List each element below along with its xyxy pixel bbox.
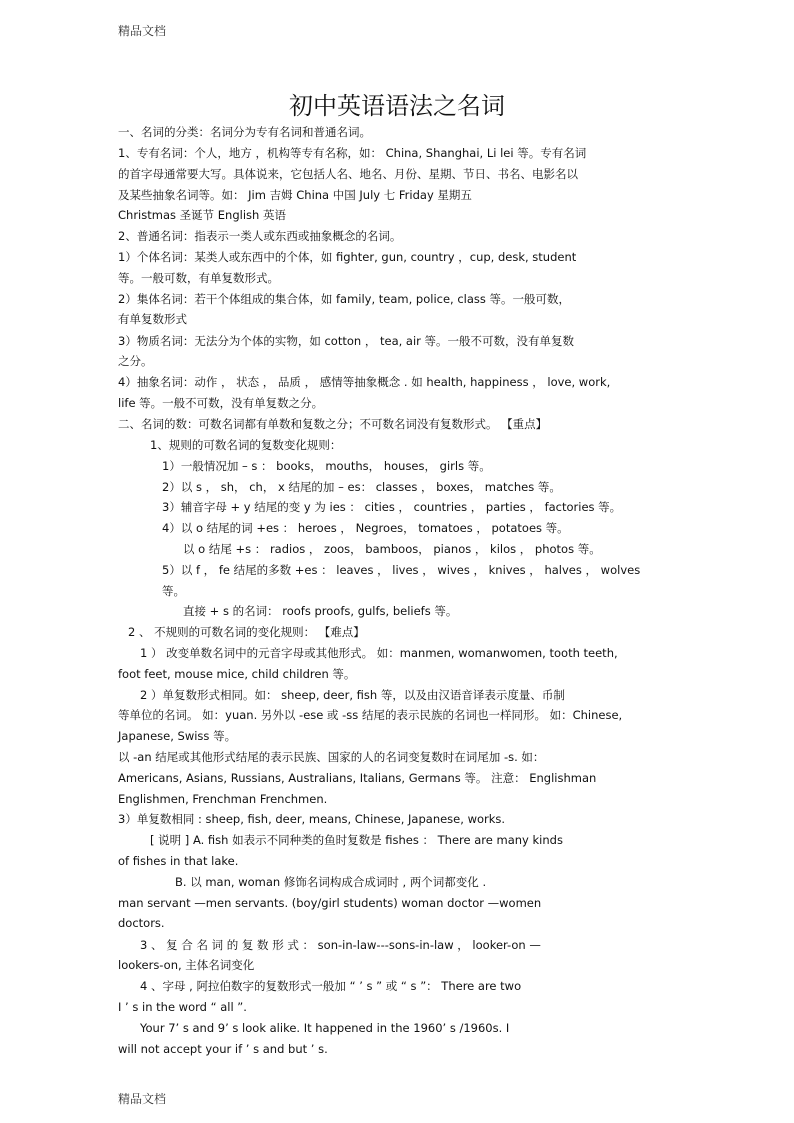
text-line: 3）单复数相同 : sheep, fish, deer, means, Chinese, Japanese, works. [118,812,506,826]
text-line: man servant —men servants. (boy/girl students) woman doctor —women [118,896,542,910]
text-line: 2）以 s ， sh， ch， x 结尾的加 – es： classes ， boxes， matches 等。 [162,480,561,494]
text-line: 直接 + s 的名词： roofs proofs, gulfs, beliefs 等。 [183,604,458,618]
text-line: 2）集体名词：若干个体组成的集合体，如 family, team, police, class 等。一般可数， [118,292,571,306]
text-line: 一、名词的分类：名词分为专有名词和普通名词。 [118,125,371,139]
text-line: 1、规则的可数名词的复数变化规则： [150,438,342,452]
text-line: Englishmen, Frenchman Frenchmen. [118,792,328,806]
text-line: 二、名词的数：可数名词都有单数和复数之分；不可数名词没有复数形式。 【重点】 [118,417,548,431]
text-line: 3 、 复 合 名 词 的 复 数 形 式 ： son-in-law---sons-in-law ， looker-on — [140,938,541,952]
text-line: 等单位的名词。 如：yuan. 另外以 -ese 或 -ss 结尾的表示民族的名词也一样同形。 如：Chinese, [118,708,623,722]
text-line: 5）以 f ， fe 结尾的多数 +es ： leaves ， lives ， wives ， knives ， halves ， wolves [162,563,641,577]
text-line: 的首字母通常要大写。具体说来，它包括人名、地名、月份、星期、节日、书名、电影名以 [118,167,578,181]
text-line: 2 ）单复数形式相同。如： sheep, deer, fish 等，以及由汉语音译表示度量、币制 [140,688,565,702]
text-line: 等。 [162,584,185,598]
text-line: of fishes in that lake. [118,854,239,868]
text-line: 3）辅音字母 + y 结尾的变 y 为 ies ： cities ， countries ， parties ， factories 等。 [162,500,622,514]
text-line: 以 o 结尾 +s ： radios ， zoos， bamboos， pianos ， kilos ， photos 等。 [183,542,601,556]
text-line: Japanese, Swiss 等。 [118,729,237,743]
text-line: 等。一般可数，有单复数形式。 [118,271,279,285]
page-header: 精品文档 [118,24,167,38]
text-line: Christmas 圣诞节 English 英语 [118,208,286,222]
text-line: 1）一般情况加 – s ： books， mouths， houses， girls 等。 [162,459,491,473]
text-line: life 等。一般不可数，没有单复数之分。 [118,396,324,410]
text-line: foot feet, mouse mice, child children 等。 [118,667,356,681]
text-line: Americans, Asians, Russians, Australians, Italians, Germans 等。 注意： Englishman [118,771,597,785]
text-line: 及某些抽象名词等。如： Jim 吉姆 China 中国 July 七 Friday 星期五 [118,188,472,202]
text-line: 4）抽象名词：动作 ， 状态 ， 品质 ， 感情等抽象概念 . 如 health, happiness ， love, work, [118,375,611,389]
text-line: will not accept your if ’ s and but ’ s. [118,1042,328,1056]
text-line: 有单复数形式 [118,312,187,326]
text-line: B. 以 man, woman 修饰名词构成合成词时 , 两个词都变化 . [175,875,487,889]
text-line: 之分。 [118,354,153,368]
text-line: lookers-on, 主体名词变化 [118,958,255,972]
text-line: 1）个体名词：某类人或东西中的个体，如 fighter, gun, country ，cup, desk, student [118,250,577,264]
text-line: I ’ s in the word “ all ”. [118,1000,247,1014]
page-footer: 精品文档 [118,1092,167,1106]
text-line: 2 、 不规则的可数名词的变化规则： 【难点】 [128,625,365,639]
text-line: 2、普通名词：指表示一类人或东西或抽象概念的名词。 [118,229,402,243]
text-line: [ 说明 ] A. fish 如表示不同种类的鱼时复数是 fishes ： There are many kinds [150,833,563,847]
document-title: 初中英语语法之名词 [289,92,505,120]
text-line: doctors. [118,916,165,930]
text-line: 4）以 o 结尾的词 +es ： heroes ， Negroes， tomatoes ， potatoes 等。 [162,521,569,535]
text-line: 3）物质名词：无法分为个体的实物，如 cotton ， tea, air 等。一般不可数，没有单复数 [118,334,575,348]
text-line: 1、专有名词：个人，地方 ，机构等专有名称，如： China, Shanghai, Li lei 等。专有名词 [118,146,587,160]
text-line: 以 -an 结尾或其他形式结尾的表示民族、国家的人的名词变复数时在词尾加 -s. 如： [118,750,545,764]
text-line: Your 7’ s and 9’ s look alike. It happened in the 1960’ s /1960s. I [140,1021,510,1035]
text-line: 1 ） 改变单数名词中的元音字母或其他形式。 如：manmen, womanwomen, tooth teeth, [140,646,618,660]
text-line: 4 、字母 , 阿拉伯数字的复数形式一般加 “ ’ s ” 或 “ s ”： There are two [140,979,522,993]
